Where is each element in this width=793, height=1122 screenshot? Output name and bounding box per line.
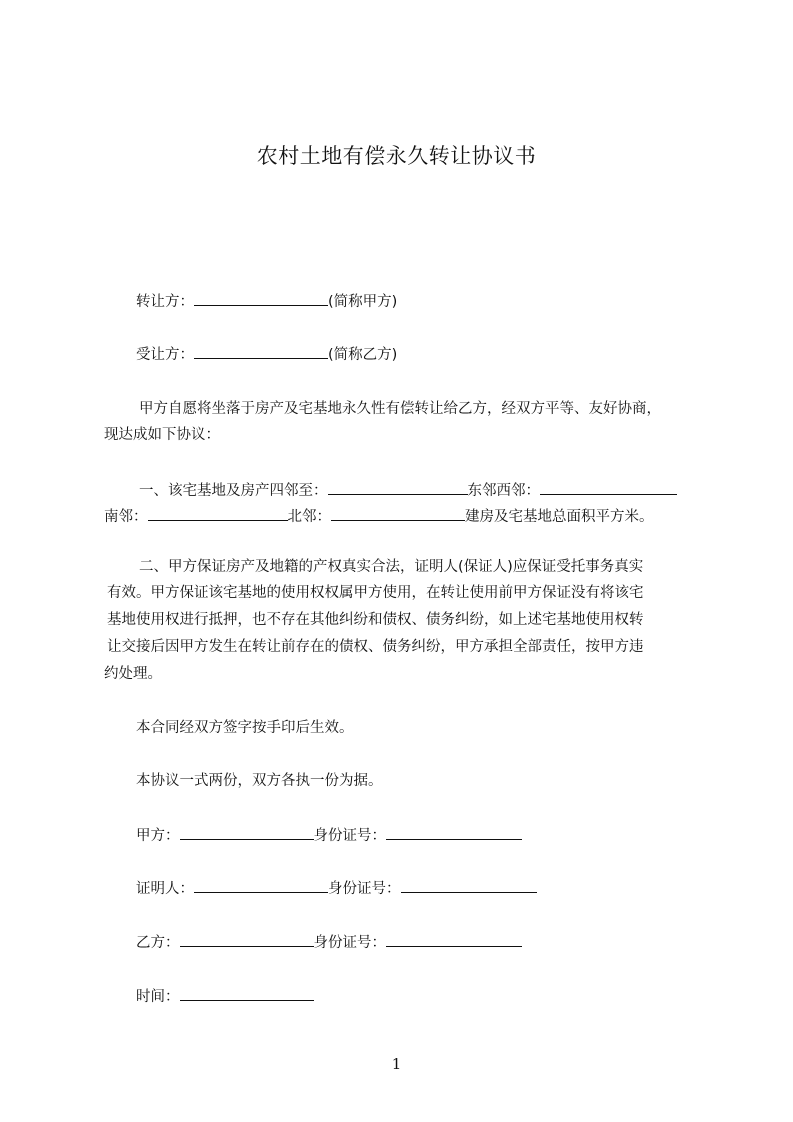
- transferee-line: [136, 344, 397, 365]
- transferor-suffix: (简称甲方): [328, 294, 398, 310]
- effective-clause: 本合同经双方签字按手印后生效。: [136, 720, 354, 736]
- witness-id-label: 身份证号：: [328, 881, 401, 897]
- clause1-north-label: 北邻：: [287, 509, 331, 525]
- page-number: 1: [391, 1055, 402, 1073]
- intro-line-1: 甲方自愿将坐落于房产及宅基地永久性有偿转让给乙方，经双方平等、友好协商，: [139, 401, 661, 417]
- transferee-suffix: (简称乙方): [328, 347, 398, 363]
- party-a-name-field[interactable]: [180, 825, 314, 840]
- intro-line-2: 现达成如下协议：: [104, 427, 220, 443]
- clause2-line-2: 有效。甲方保证该宅基地的使用权权属甲方使用，在转让使用前甲方保证没有将该宅: [107, 585, 644, 601]
- copies-clause: 本协议一式两份，双方各执一份为据。: [136, 773, 383, 789]
- party-a-id-field[interactable]: [386, 825, 522, 840]
- party-b-label: 乙方：: [136, 935, 180, 951]
- south-field[interactable]: [148, 506, 288, 521]
- clause2-line-5: 约处理。: [104, 666, 162, 682]
- clause2-line-3: 基地使用权进行抵押，也不存在其他纠纷和债权、债务纠纷，如上述宅基地使用权转: [107, 612, 644, 628]
- party-a-id-label: 身份证号：: [313, 828, 386, 844]
- clause1-line-2: [104, 506, 654, 527]
- party-b-id-label: 身份证号：: [313, 935, 386, 951]
- north-field[interactable]: [331, 506, 465, 521]
- witness-name-field[interactable]: [194, 878, 328, 893]
- witness-label: 证明人：: [136, 881, 194, 897]
- document-title: 农村土地有偿永久转让协议书: [256, 144, 537, 168]
- party-b-line: [136, 932, 522, 953]
- witness-line: [136, 878, 537, 899]
- party-b-name-field[interactable]: [180, 932, 314, 947]
- transferor-name-field[interactable]: [194, 291, 328, 306]
- date-label: 时间：: [136, 989, 180, 1005]
- date-line: [136, 986, 314, 1007]
- clause2-line-1: 二、甲方保证房产及地籍的产权真实合法，证明人(保证人)应保证受托事务真实: [139, 559, 644, 575]
- transferee-label: 受让方：: [136, 347, 194, 363]
- clause1-line-1: [139, 480, 677, 501]
- party-b-id-field[interactable]: [386, 932, 522, 947]
- clause1-prefix: 一、该宅基地及房产四邻至：: [139, 483, 328, 499]
- date-field[interactable]: [180, 986, 314, 1001]
- clause1-area-text: 建房及宅基地总面积平方米。: [465, 509, 654, 525]
- boundary-field-1[interactable]: [328, 480, 468, 495]
- east-west-field[interactable]: [540, 480, 677, 495]
- transferee-name-field[interactable]: [194, 344, 328, 359]
- party-a-label: 甲方：: [136, 828, 180, 844]
- transferor-label: 转让方：: [136, 294, 194, 310]
- transferor-line: [136, 291, 397, 312]
- clause2-line-4: 让交接后因甲方发生在转让前存在的债权、债务纠纷，甲方承担全部责任，按甲方违: [107, 639, 644, 655]
- witness-id-field[interactable]: [401, 878, 537, 893]
- clause1-east-west-label: 东邻西邻：: [467, 483, 540, 499]
- party-a-line: [136, 825, 522, 846]
- clause1-south-label: 南邻：: [104, 509, 148, 525]
